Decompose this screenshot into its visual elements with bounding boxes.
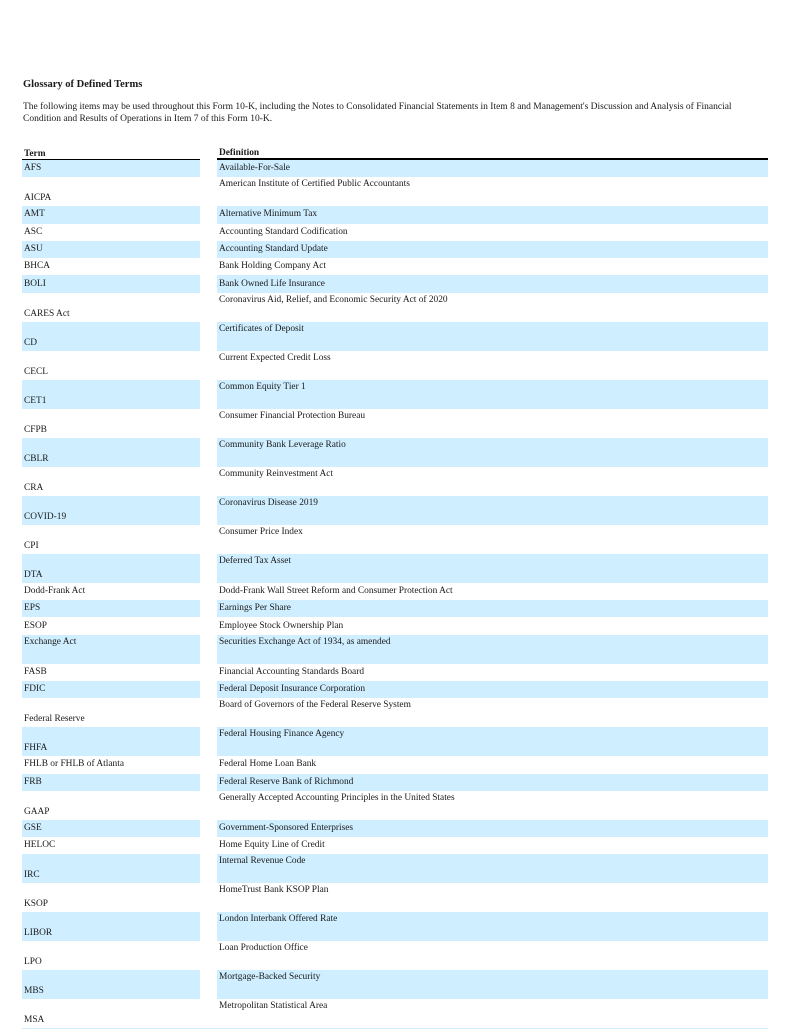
table-row bbox=[22, 583, 768, 600]
term-cell: Exchange Act bbox=[22, 635, 200, 664]
table-row bbox=[22, 617, 768, 634]
definition-cell: Consumer Price Index bbox=[219, 526, 303, 537]
column-gap bbox=[200, 756, 217, 773]
table-row bbox=[22, 883, 768, 912]
table-row bbox=[22, 756, 768, 773]
table-row bbox=[22, 496, 768, 525]
term-cell: EPS bbox=[22, 600, 200, 617]
column-gap bbox=[200, 293, 217, 322]
column-gap bbox=[200, 322, 217, 351]
term-cell: ASC bbox=[24, 226, 43, 237]
column-gap bbox=[200, 970, 217, 999]
table-row bbox=[22, 525, 768, 554]
table-row bbox=[22, 467, 768, 496]
column-gap bbox=[200, 820, 217, 837]
table-row bbox=[22, 293, 768, 322]
definition-cell: Consumer Financial Protection Bureau bbox=[219, 410, 366, 421]
column-gap bbox=[200, 854, 217, 883]
column-gap bbox=[200, 554, 217, 583]
term-cell: DTA bbox=[22, 554, 200, 583]
column-gap bbox=[200, 467, 217, 496]
table-row bbox=[22, 554, 768, 583]
column-gap bbox=[200, 241, 217, 258]
column-gap bbox=[200, 275, 217, 292]
column-gap bbox=[200, 206, 217, 223]
term-cell: CD bbox=[22, 322, 200, 351]
definition-cell: Coronavirus Disease 2019 bbox=[217, 496, 768, 525]
term-cell: ASU bbox=[22, 241, 200, 258]
term-cell: CBLR bbox=[22, 438, 200, 467]
term-cell: FDIC bbox=[22, 681, 200, 698]
definition-cell: Coronavirus Aid, Relief, and Economic Security Act of 2020 bbox=[219, 294, 448, 305]
term-cell: FRB bbox=[22, 774, 200, 791]
table-row bbox=[22, 635, 768, 664]
table-row bbox=[22, 854, 768, 883]
term-cell: CET1 bbox=[22, 380, 200, 409]
table-row bbox=[22, 438, 768, 467]
term-cell: CECL bbox=[24, 366, 48, 377]
term-cell: ESOP bbox=[24, 620, 47, 631]
term-column-header: Term bbox=[22, 143, 200, 159]
term-cell: CPI bbox=[24, 540, 39, 551]
term-cell: IRC bbox=[22, 854, 200, 883]
term-cell: Dodd-Frank Act bbox=[24, 585, 86, 596]
term-cell: HELOC bbox=[24, 840, 56, 851]
definition-cell: American Institute of Certified Public Accountants bbox=[219, 179, 410, 190]
table-row bbox=[22, 258, 768, 275]
definition-cell: Alternative Minimum Tax bbox=[217, 206, 768, 223]
definition-cell: Metropolitan Statistical Area bbox=[219, 1001, 328, 1012]
definition-cell: London Interbank Offered Rate bbox=[217, 912, 768, 941]
column-gap bbox=[200, 791, 217, 820]
term-cell: CRA bbox=[24, 482, 44, 493]
column-gap bbox=[200, 143, 217, 159]
definition-cell: Employee Stock Ownership Plan bbox=[219, 620, 344, 631]
column-gap bbox=[200, 600, 217, 617]
term-cell: AICPA bbox=[24, 193, 52, 204]
table-row bbox=[22, 275, 768, 292]
definition-column-header: Definition bbox=[217, 143, 768, 159]
column-gap bbox=[200, 380, 217, 409]
definition-cell: Securities Exchange Act of 1934, as amended bbox=[217, 635, 768, 664]
term-cell: COVID-19 bbox=[22, 496, 200, 525]
table-row bbox=[22, 837, 768, 854]
term-cell: FHFA bbox=[22, 727, 200, 756]
column-gap bbox=[200, 883, 217, 912]
column-gap bbox=[200, 664, 217, 681]
definition-cell: Home Equity Line of Credit bbox=[219, 840, 325, 851]
definition-cell: Loan Production Office bbox=[219, 943, 308, 954]
table-row bbox=[22, 351, 768, 380]
definition-cell: Community Reinvestment Act bbox=[219, 468, 334, 479]
definition-cell: Available-For-Sale bbox=[217, 159, 768, 177]
definition-cell: Common Equity Tier 1 bbox=[217, 380, 768, 409]
definition-cell: Federal Reserve Bank of Richmond bbox=[217, 774, 768, 791]
column-gap bbox=[200, 681, 217, 698]
definition-cell: Generally Accepted Accounting Principles in the United States bbox=[219, 792, 455, 803]
table-header-row bbox=[22, 143, 768, 159]
definition-cell: Government-Sponsored Enterprises bbox=[217, 820, 768, 837]
column-gap bbox=[200, 177, 217, 206]
term-cell: FHLB or FHLB of Atlanta bbox=[24, 759, 124, 770]
column-gap bbox=[200, 496, 217, 525]
page-title: Glossary of Defined Terms bbox=[23, 79, 143, 90]
table-row bbox=[22, 941, 768, 970]
column-gap bbox=[200, 583, 217, 600]
table-row bbox=[22, 380, 768, 409]
column-gap bbox=[200, 999, 217, 1028]
term-cell: AFS bbox=[22, 159, 200, 177]
column-gap bbox=[200, 837, 217, 854]
table-row bbox=[22, 322, 768, 351]
term-cell: AMT bbox=[22, 206, 200, 223]
table-row bbox=[22, 727, 768, 756]
definition-cell: Internal Revenue Code bbox=[217, 854, 768, 883]
column-gap bbox=[200, 617, 217, 634]
table-row bbox=[22, 409, 768, 438]
column-gap bbox=[200, 774, 217, 791]
column-gap bbox=[200, 727, 217, 756]
table-row bbox=[22, 820, 768, 837]
table-row bbox=[22, 791, 768, 820]
column-gap bbox=[200, 159, 217, 177]
column-gap bbox=[200, 409, 217, 438]
definition-cell: Bank Holding Company Act bbox=[219, 261, 327, 272]
column-gap bbox=[200, 438, 217, 467]
table-row bbox=[22, 206, 768, 223]
glossary-table bbox=[22, 143, 768, 1028]
definition-cell: Certificates of Deposit bbox=[217, 322, 768, 351]
intro-paragraph: The following items may be used throughout this Form 10-K, including the Notes to Consolidated Financial Statements in Item 8 and Management's Discussion and Analysis of Financial Condition and Results of Operations in Item 7 of this Form 10-K. bbox=[23, 102, 732, 124]
definition-cell: Current Expected Credit Loss bbox=[219, 352, 331, 363]
table-row bbox=[22, 912, 768, 941]
table-row bbox=[22, 241, 768, 258]
term-cell: Federal Reserve bbox=[24, 714, 85, 725]
term-cell: MSA bbox=[24, 1015, 45, 1026]
term-cell: MBS bbox=[22, 970, 200, 999]
definition-cell: Federal Deposit Insurance Corporation bbox=[217, 681, 768, 698]
term-cell: BHCA bbox=[24, 261, 51, 272]
definition-cell: Financial Accounting Standards Board bbox=[219, 666, 365, 677]
column-gap bbox=[200, 941, 217, 970]
definition-cell: Dodd-Frank Wall Street Reform and Consumer Protection Act bbox=[219, 585, 453, 596]
term-cell: KSOP bbox=[24, 899, 48, 910]
term-cell: LPO bbox=[24, 957, 42, 968]
table-row bbox=[22, 159, 768, 177]
definition-cell: Bank Owned Life Insurance bbox=[217, 275, 768, 292]
definition-cell: Federal Home Loan Bank bbox=[219, 759, 317, 770]
table-row bbox=[22, 600, 768, 617]
definition-cell: Community Bank Leverage Ratio bbox=[217, 438, 768, 467]
definition-cell: Board of Governors of the Federal Reserve System bbox=[219, 700, 411, 711]
column-gap bbox=[200, 258, 217, 275]
term-cell: CARES Act bbox=[24, 308, 70, 319]
column-gap bbox=[200, 224, 217, 241]
definition-cell: Accounting Standard Update bbox=[217, 241, 768, 258]
table-row bbox=[22, 698, 768, 727]
term-cell: BOLI bbox=[22, 275, 200, 292]
column-gap bbox=[200, 912, 217, 941]
term-cell: GSE bbox=[22, 820, 200, 837]
term-cell: LIBOR bbox=[22, 912, 200, 941]
table-row bbox=[22, 664, 768, 681]
table-row bbox=[22, 681, 768, 698]
table-row bbox=[22, 999, 768, 1028]
column-gap bbox=[200, 698, 217, 727]
term-cell: FASB bbox=[24, 666, 47, 677]
term-cell: GAAP bbox=[24, 806, 50, 817]
term-cell: CFPB bbox=[24, 424, 47, 435]
column-gap bbox=[200, 525, 217, 554]
definition-cell: HomeTrust Bank KSOP Plan bbox=[219, 885, 329, 896]
definition-cell: Mortgage-Backed Security bbox=[217, 970, 768, 999]
definition-cell: Earnings Per Share bbox=[217, 600, 768, 617]
table-row bbox=[22, 224, 768, 241]
table-row bbox=[22, 774, 768, 791]
column-gap bbox=[200, 351, 217, 380]
table-row bbox=[22, 177, 768, 206]
definition-cell: Accounting Standard Codification bbox=[219, 226, 348, 237]
table-row bbox=[22, 970, 768, 999]
definition-cell: Federal Housing Finance Agency bbox=[217, 727, 768, 756]
definition-cell: Deferred Tax Asset bbox=[217, 554, 768, 583]
column-gap bbox=[200, 635, 217, 664]
